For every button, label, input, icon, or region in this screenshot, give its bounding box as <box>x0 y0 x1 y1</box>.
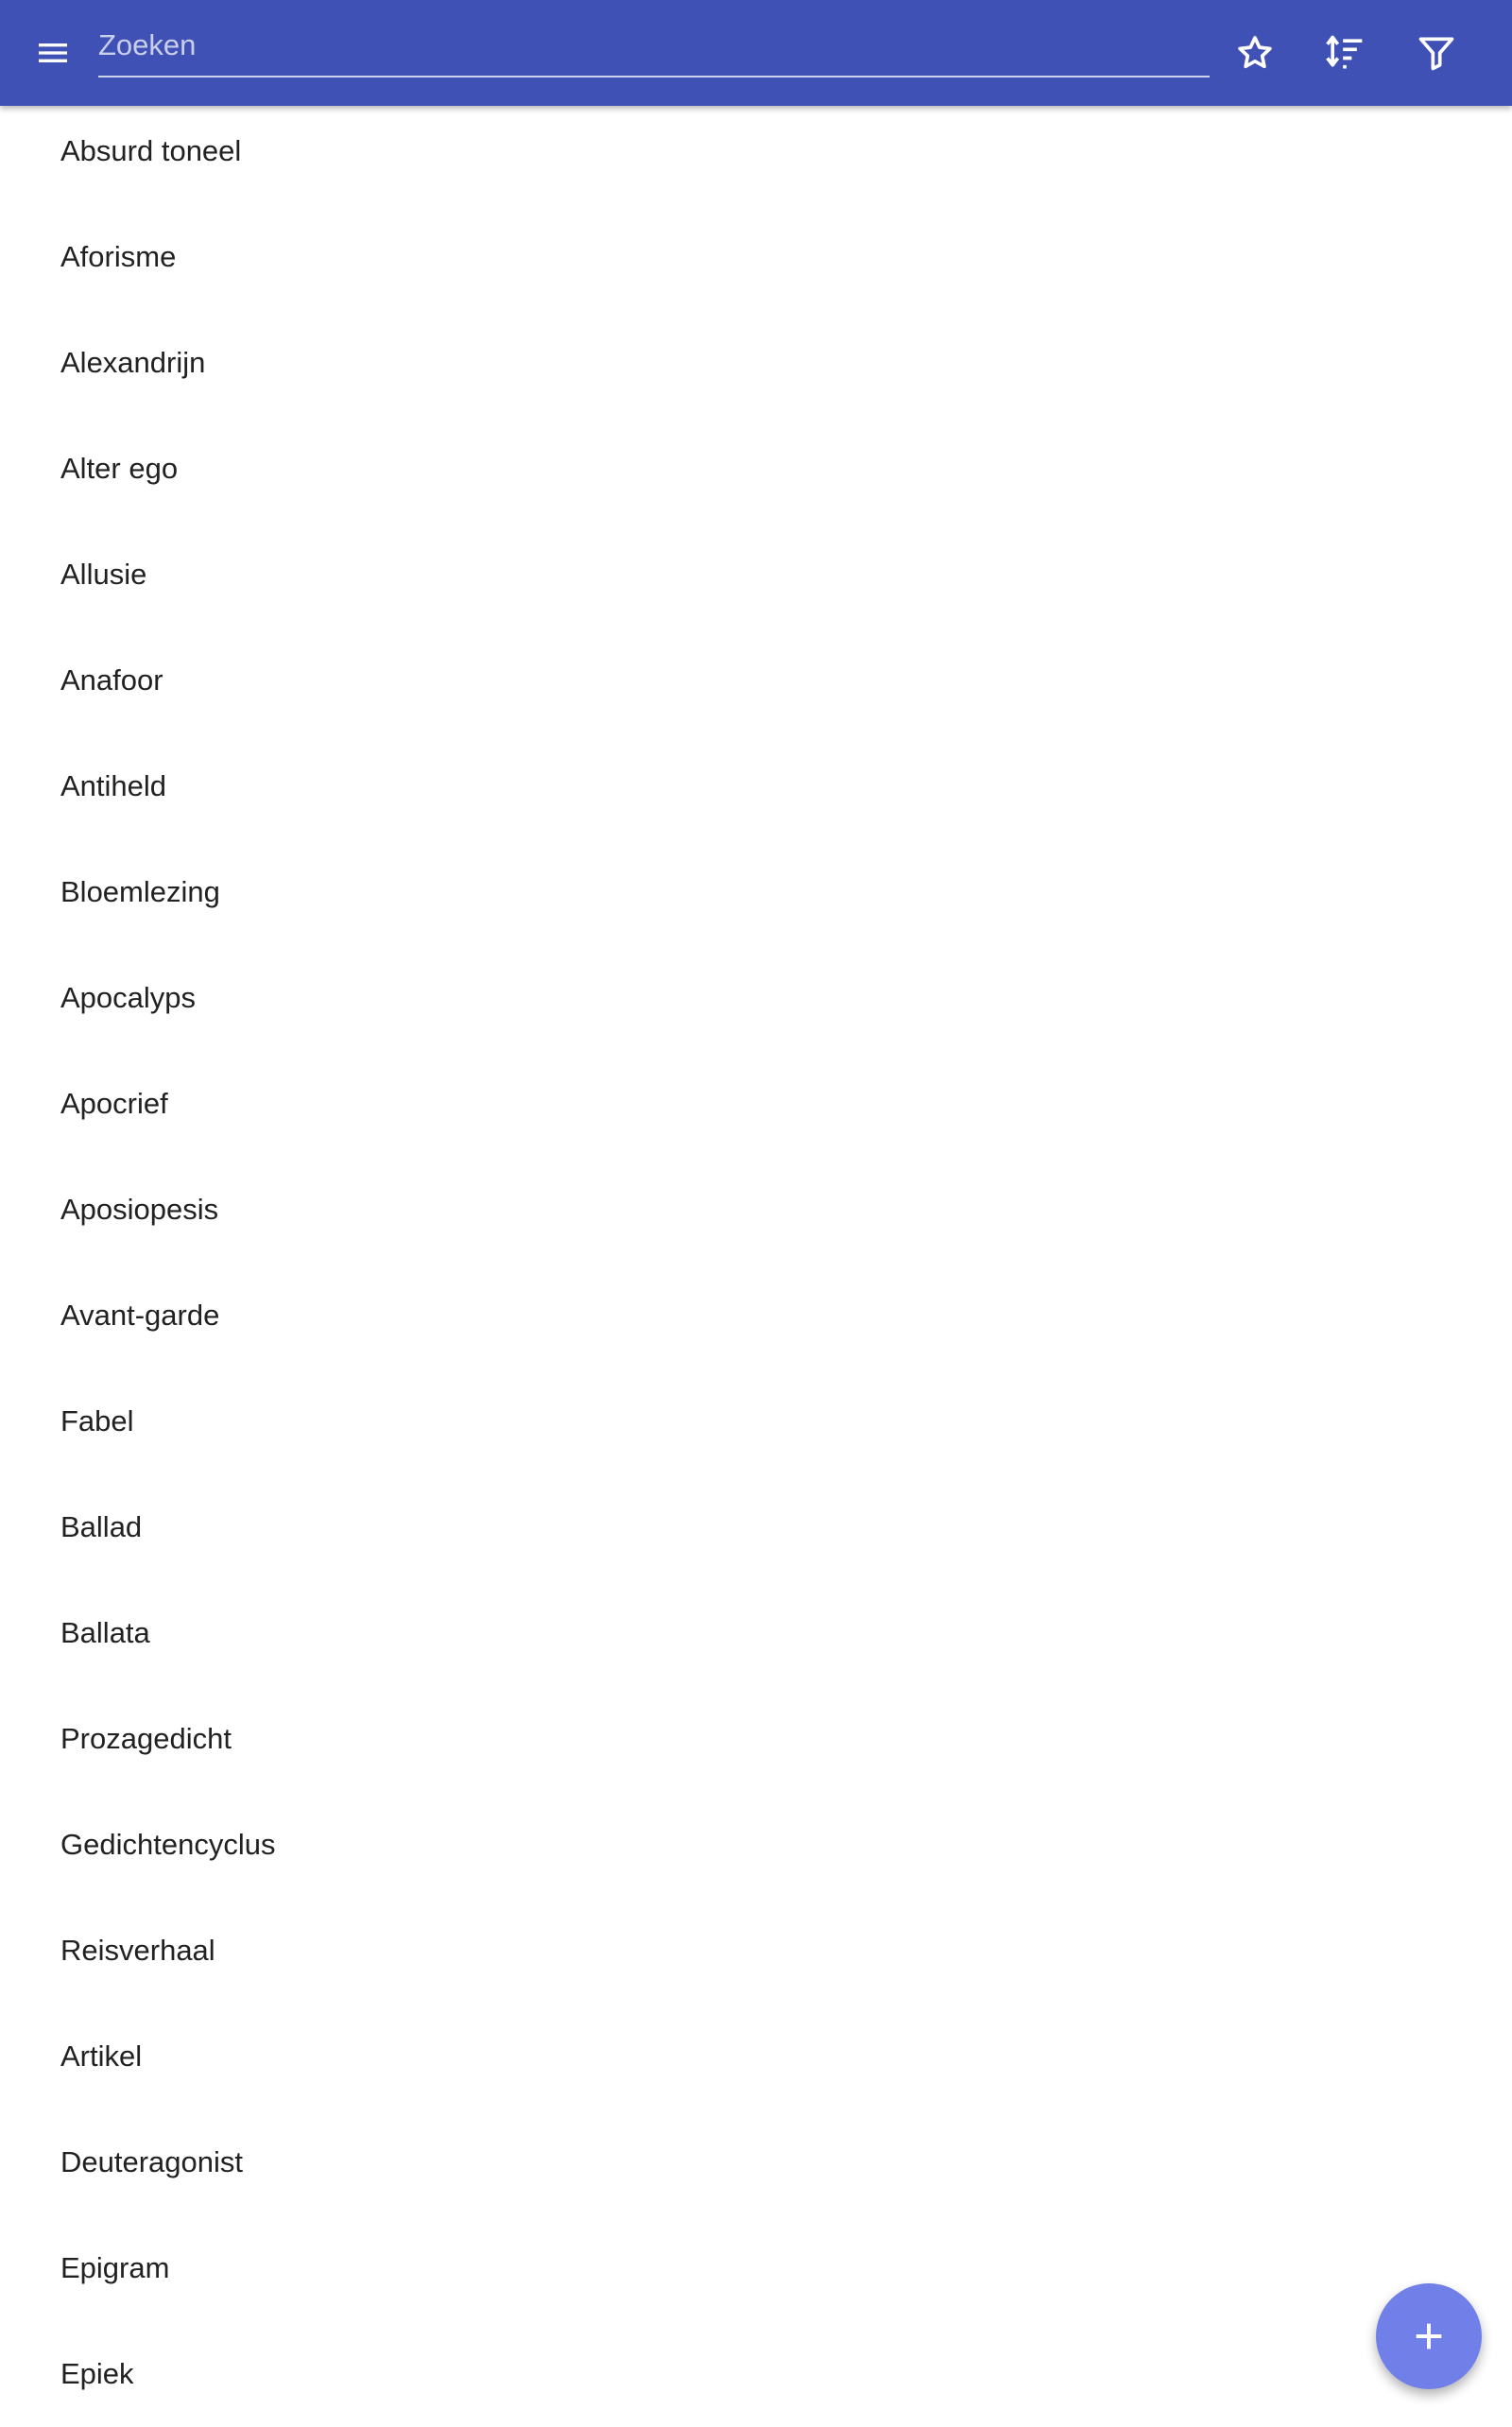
list-item[interactable] <box>0 310 1512 416</box>
list-item[interactable] <box>0 1368 1512 1474</box>
sort-icon <box>1324 32 1366 74</box>
list-item-label: Anafoor <box>60 663 163 697</box>
star-outline-icon <box>1234 32 1276 74</box>
list-item-label: Ballata <box>60 1616 150 1649</box>
hamburger-menu-icon <box>34 34 72 72</box>
list-item-label: Avant-garde <box>60 1299 220 1332</box>
sort-button[interactable] <box>1313 21 1377 85</box>
list-item-label: Gedichtencyclus <box>60 1828 276 1861</box>
list-item[interactable] <box>0 2321 1512 2427</box>
list-item-label: Ballad <box>60 1510 143 1543</box>
list-item[interactable] <box>0 98 1512 204</box>
list-item[interactable] <box>0 628 1512 733</box>
list-item[interactable] <box>0 2215 1512 2321</box>
list-item-label: Alexandrijn <box>60 346 206 379</box>
list-item-label: Allusie <box>60 558 147 591</box>
list-item[interactable] <box>0 204 1512 310</box>
list-item-label: Epigram <box>60 2251 170 2284</box>
list-item[interactable] <box>0 733 1512 839</box>
list-item[interactable] <box>0 416 1512 522</box>
list-item[interactable] <box>0 522 1512 628</box>
list-item[interactable] <box>0 839 1512 945</box>
list-item-label: Alter ego <box>60 452 179 485</box>
list-item[interactable] <box>0 1792 1512 1898</box>
list-item[interactable] <box>0 1580 1512 1686</box>
list-item[interactable] <box>0 1686 1512 1792</box>
search-input[interactable] <box>98 19 1210 72</box>
list-item-label: Aposiopesis <box>60 1193 219 1226</box>
list-item-label: Deuteragonist <box>60 2145 244 2178</box>
list-item-label: Antiheld <box>60 769 167 802</box>
search-field <box>98 19 1210 77</box>
filter-icon <box>1416 32 1457 74</box>
list-item[interactable] <box>0 1263 1512 1368</box>
list-item-label: Apocrief <box>60 1087 168 1120</box>
list-item-label: Reisverhaal <box>60 1934 215 1967</box>
add-button[interactable] <box>1376 2283 1482 2389</box>
list-item-label: Aforisme <box>60 240 177 273</box>
list-item-label: Absurd toneel <box>60 134 242 167</box>
list-item-label: Apocalyps <box>60 981 197 1014</box>
list-item[interactable] <box>0 1898 1512 2004</box>
favorites-button[interactable] <box>1223 21 1287 85</box>
app-bar <box>0 0 1512 106</box>
list-item-label: Artikel <box>60 2040 143 2073</box>
list-item-label: Fabel <box>60 1404 134 1437</box>
list-item-label: Epiek <box>60 2357 134 2390</box>
filter-button[interactable] <box>1404 21 1469 85</box>
menu-button[interactable] <box>23 23 83 83</box>
list-item[interactable] <box>0 1157 1512 1263</box>
list-item[interactable] <box>0 1051 1512 1157</box>
term-list <box>0 98 1512 2427</box>
list-item[interactable] <box>0 2004 1512 2109</box>
list-item[interactable] <box>0 2109 1512 2215</box>
list-item-label: Prozagedicht <box>60 1722 232 1755</box>
plus-icon <box>1410 2317 1448 2355</box>
list-item[interactable] <box>0 1474 1512 1580</box>
list-item[interactable] <box>0 945 1512 1051</box>
list-item-label: Bloemlezing <box>60 875 220 908</box>
